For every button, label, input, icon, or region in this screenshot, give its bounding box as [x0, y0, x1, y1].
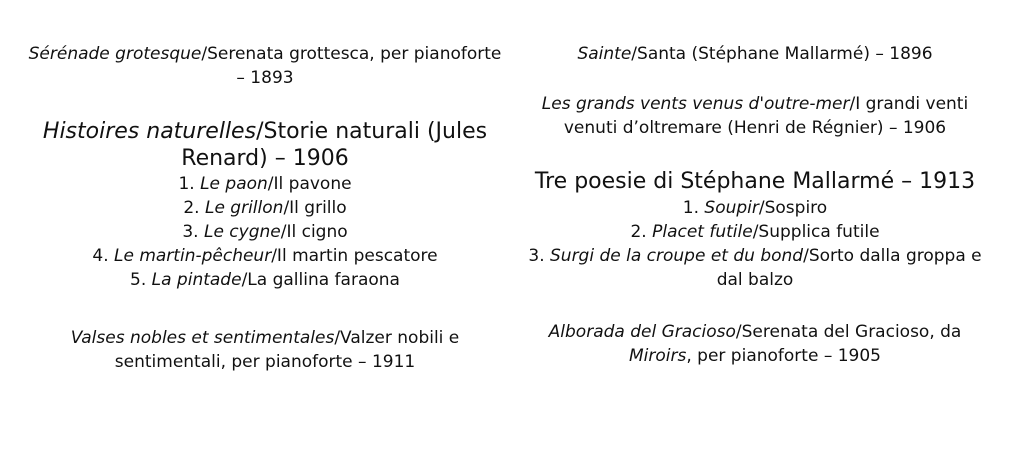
entry-line [520, 92, 990, 116]
entry-histoires-naturelles [20, 118, 510, 292]
entry-translation: , per pianoforte – 1905 [686, 346, 881, 366]
list-item [20, 244, 510, 268]
list-item [20, 172, 510, 196]
entry-translation: /Serenata grottesca, per pianoforte [201, 44, 502, 64]
item-original-title: Surgi de la croupe et du bond [550, 246, 804, 266]
item-number: 1. [682, 198, 705, 218]
item-translation: /Supplica futile [752, 222, 880, 242]
item-translation: /La gallina faraona [241, 270, 400, 290]
item-original-title: Le martin-pêcheur [114, 246, 272, 266]
section-title-original: Histoires naturelles [42, 119, 257, 144]
item-number: 3. [182, 222, 204, 242]
entry-line [520, 42, 990, 66]
entry-translation: /Valzer nobili e [334, 328, 460, 348]
entry-line [520, 344, 990, 368]
entry-tre-poesie [520, 168, 990, 292]
entry-line: venuti d’oltremare (Henri de Régnier) – 1906 [563, 118, 947, 138]
entry-serenade-grotesque [20, 42, 510, 90]
item-original-title: La pintade [151, 270, 242, 290]
entry-translation: /Serenata del Gracioso, da [735, 322, 962, 342]
item-translation: /Il martin pescatore [271, 246, 438, 266]
list-item [20, 268, 510, 292]
entry-line [20, 42, 510, 66]
item-translation: /Sorto dalla groppa e [803, 246, 982, 266]
item-translation: /Il grillo [283, 198, 347, 218]
entry-alborada [520, 320, 990, 368]
section-title-translation: /Storie naturali (Jules [256, 119, 488, 144]
entry-valses-nobles [20, 326, 510, 374]
entry-original-title: Sainte [577, 44, 632, 64]
item-number: 5. [130, 270, 152, 290]
list-item [520, 220, 990, 244]
list-item [520, 244, 990, 268]
item-original-title: Soupir [704, 198, 759, 218]
entry-line: – 1893 [236, 68, 294, 88]
entry-line [520, 320, 990, 344]
entry-translation: /I grandi venti [849, 94, 969, 114]
song-list [520, 196, 990, 292]
item-original-title: Le paon [200, 174, 268, 194]
entry-original-title: Valses nobles et sentimentales [70, 328, 335, 348]
entry-original-title: Sérénade grotesque [28, 44, 202, 64]
section-title [20, 118, 510, 145]
item-original-title: Le grillon [204, 198, 284, 218]
entry-translation: /Santa (Stéphane Mallarmé) – 1896 [631, 44, 933, 64]
entry-original-title: Alborada del Gracioso [548, 322, 736, 342]
entry-original-title: Les grands vents venus d'outre-mer [541, 94, 850, 114]
entry-line [20, 326, 510, 350]
item-translation: /Il cigno [280, 222, 348, 242]
item-number: 2. [630, 222, 653, 242]
item-translation: /Il pavone [267, 174, 352, 194]
item-translation: /Sospiro [758, 198, 828, 218]
item-number: 3. [528, 246, 550, 266]
item-number: 2. [183, 198, 205, 218]
item-original-title: Le cygne [203, 222, 281, 242]
item-number: 4. [92, 246, 114, 266]
entry-line: sentimentali, per pianoforte – 1911 [114, 352, 416, 372]
list-item-continued: dal balzo [716, 270, 794, 290]
song-list [20, 172, 510, 292]
list-item [20, 196, 510, 220]
section-title-continued: Renard) – 1906 [181, 146, 349, 171]
item-original-title: Placet futile [652, 222, 753, 242]
entry-original-title: Miroirs [629, 346, 687, 366]
entry-sainte [520, 42, 990, 66]
section-title: Tre poesie di Stéphane Mallarmé – 1913 [534, 169, 976, 194]
list-item [20, 220, 510, 244]
entry-grands-vents [520, 92, 990, 140]
list-item [520, 196, 990, 220]
item-number: 1. [178, 174, 201, 194]
